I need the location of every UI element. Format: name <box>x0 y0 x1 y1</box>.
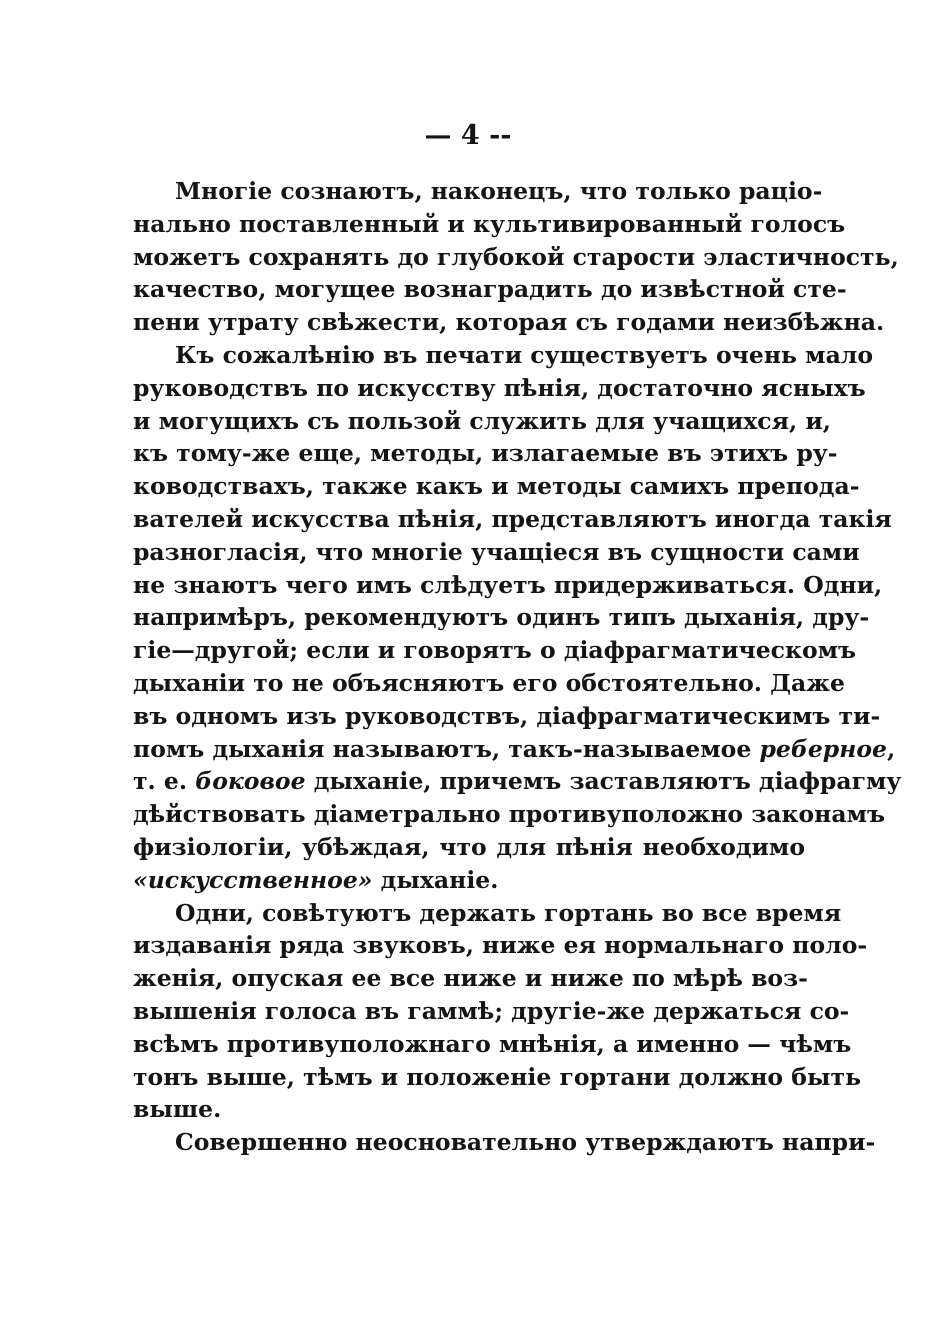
text-line <box>133 241 899 274</box>
text-line <box>133 962 808 995</box>
text-run: гіе—другой; если и говорятъ о діафрагматическомъ <box>133 636 857 665</box>
text-run: и могущихъ съ пользой служить для учащихся, и, <box>133 406 831 435</box>
text-line <box>133 175 823 208</box>
paragraph-4 <box>133 1126 876 1159</box>
text-run: къ тому-же еще, методы, излагаемые въ этихъ ру- <box>133 439 838 468</box>
text-run: Одни, совѣтуютъ держать гортань во все время <box>175 898 842 927</box>
text-line <box>133 437 838 470</box>
page-number: — 4 -- <box>424 120 512 151</box>
text-run: помъ дыханія называютъ, такъ-называемое <box>133 734 760 763</box>
text-run: всѣмъ противуположнаго мнѣнія, а именно — чѣмъ <box>133 1029 852 1058</box>
text-line <box>133 831 805 864</box>
text-run: можетъ сохранять до глубокой старости эластичность, <box>133 242 899 271</box>
text-run: физіологіи, убѣждая, что для пѣнія необходимо <box>133 832 805 861</box>
text-line <box>133 1061 862 1094</box>
text-line <box>133 700 881 733</box>
text-run: дыханіе. <box>372 865 499 894</box>
text-run: нально поставленный и культивированный голосъ <box>133 209 846 238</box>
text-run: дыханіе, причемъ заставляютъ діафрагму <box>305 767 902 796</box>
text-line <box>133 667 845 700</box>
text-run: дыханіи то не объясняютъ его обстоятельно. Даже <box>133 668 845 697</box>
text-line <box>133 601 870 634</box>
text-line <box>133 1028 852 1061</box>
text-run: дѣйствовать діаметрально противуположно законамъ <box>133 800 886 829</box>
text-run: Совершенно неосновательно утверждаютъ напри- <box>175 1128 876 1157</box>
text-run: руководствъ по искусству пѣнія, достаточно ясныхъ <box>133 373 866 402</box>
text-run: тонъ выше, тѣмъ и положеніе гортани должно быть <box>133 1062 862 1091</box>
text-run: т. е. <box>133 767 196 796</box>
text-line <box>133 372 866 405</box>
text-run: Многіе сознаютъ, наконецъ, что только раціо- <box>175 177 823 205</box>
text-line <box>133 929 868 962</box>
text-run: качество, могущее вознаградить до извѣстной сте- <box>133 275 847 304</box>
text-run: издаванія ряда звуковъ, ниже ея нормальнаго поло- <box>133 931 868 960</box>
text-run: пени утрату свѣжести, которая съ годами неизбѣжна. <box>133 308 885 337</box>
italic-term: боковое <box>195 767 306 796</box>
text-line <box>133 273 847 306</box>
text-line <box>133 765 902 798</box>
paragraph-2 <box>133 339 902 897</box>
text-run: разногласія, что многіе учащіеся въ сущности сами <box>133 537 860 566</box>
text-line <box>133 733 896 766</box>
text-line <box>133 306 885 339</box>
text-run: Къ сожалѣнію въ печати существуетъ очень мало <box>175 340 874 369</box>
text-run: выше. <box>133 1095 222 1124</box>
text-run: въ одномъ изъ руководствъ, діафрагматическимъ ти- <box>133 701 881 730</box>
italic-term: «искусственное» <box>133 865 373 894</box>
text-run: , <box>886 734 896 763</box>
text-run: женія, опуская ее все ниже и ниже по мѣрѣ воз- <box>133 964 808 993</box>
paragraph-1 <box>133 175 899 339</box>
text-line <box>133 405 831 438</box>
text-line <box>133 1126 876 1159</box>
text-line <box>133 634 857 667</box>
text-line <box>133 569 883 602</box>
text-line <box>133 1093 805 1126</box>
paragraph-3 <box>133 897 868 1127</box>
text-line <box>133 864 805 897</box>
text-line <box>133 208 846 241</box>
text-run: вышенія голоса въ гаммѣ; другіе-же держаться со- <box>133 996 850 1025</box>
text-run: напримѣръ, рекомендуютъ одинъ типъ дыханія, дру- <box>133 603 870 632</box>
text-line <box>133 503 892 536</box>
text-run: вателей искусства пѣнія, представляютъ иногда такія <box>133 504 892 533</box>
text-line <box>133 470 860 503</box>
text-line <box>133 798 886 831</box>
text-line <box>133 339 874 372</box>
text-line <box>133 536 860 569</box>
italic-term: реберное <box>759 734 887 763</box>
text-line <box>133 995 850 1028</box>
text-line <box>133 897 842 930</box>
body-text <box>133 175 902 1159</box>
text-run: ководствахъ, также какъ и методы самихъ препода- <box>133 472 860 501</box>
text-run: не знаютъ чего имъ слѣдуетъ придерживаться. Одни, <box>133 570 883 599</box>
